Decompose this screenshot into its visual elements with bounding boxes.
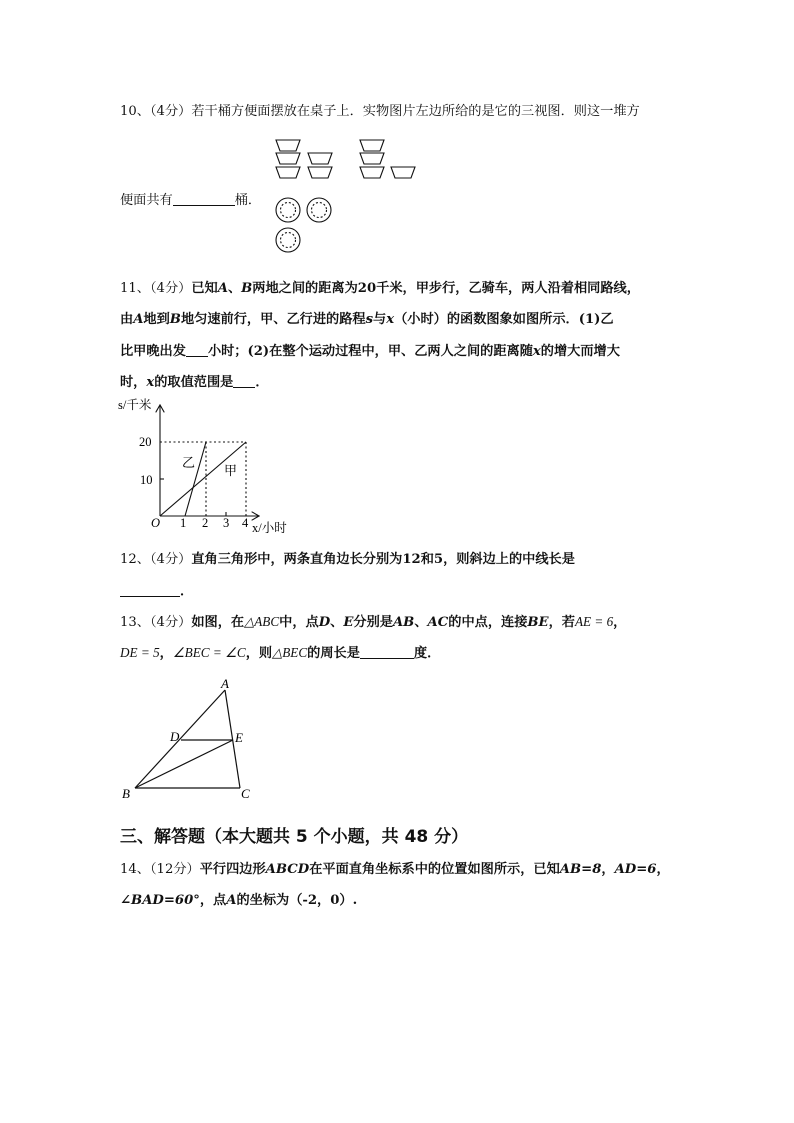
q13-label-b: B	[122, 786, 130, 801]
q11-ytick-label: 10	[140, 473, 153, 487]
q12-text: ，则斜边上的中线长是	[443, 552, 575, 567]
q13-label-c: C	[241, 786, 250, 801]
q13-triangle-bec: △BEC	[272, 645, 308, 660]
q13-point-d: D	[318, 615, 331, 630]
q11-part1-marker: (1)	[578, 312, 601, 327]
q11-line3	[120, 344, 620, 358]
q11-var-a: A	[217, 281, 228, 296]
q11-text: 的取值范围是	[154, 375, 234, 390]
q13-label-a: A	[221, 676, 229, 691]
q14-given-ab: AB=8	[559, 862, 602, 877]
q11-text: 、	[227, 281, 242, 296]
q14-line1	[120, 863, 670, 876]
q11-text: 与	[373, 312, 387, 327]
q10-number: 10、	[120, 104, 150, 119]
q13-side-ab	[135, 690, 225, 788]
q10-three-views	[272, 136, 422, 256]
q13-text: ，	[159, 646, 173, 661]
q11-var-x: x	[532, 344, 541, 359]
q11-text: 两地之间的距离为	[252, 281, 358, 296]
q11-line1	[120, 282, 640, 295]
q11-blank1[interactable]	[186, 344, 208, 357]
q13-number: 13、	[120, 615, 150, 630]
q12-text: ．	[180, 584, 194, 599]
q13-score: （4分）	[149, 615, 192, 630]
q14-text: 的坐标为（-2，0）.	[236, 893, 358, 908]
q13-label-d: D	[170, 729, 180, 744]
q11-xlabel: x/小时	[252, 521, 287, 535]
q13-segment-ab: AB	[392, 615, 415, 630]
q13-text: ，则	[245, 646, 273, 661]
q13-figure	[118, 676, 268, 806]
q11-text: 小时；	[207, 344, 248, 359]
q11-label-yi: 乙	[182, 455, 196, 470]
q13-text: 的周长是	[307, 646, 360, 661]
q10-answer-blank[interactable]	[173, 193, 235, 206]
q11-text: 地匀速前行，甲、乙行进的路程	[180, 312, 366, 327]
q11-text: 由	[120, 312, 134, 327]
q12-number: 12、	[120, 552, 150, 567]
q11-var-x: x	[386, 312, 395, 327]
q11-distance: 20	[357, 281, 377, 296]
q14-text: ，	[601, 862, 615, 877]
q11-text: ．	[255, 375, 269, 390]
q13-answer-blank[interactable]	[360, 646, 414, 659]
q11-xtick-label: 1	[180, 516, 187, 530]
q12-text: 直角三角形中，两条直角边长分别为	[191, 552, 403, 567]
q12-leg-a: 12	[402, 552, 421, 567]
q14-text: ，	[656, 862, 670, 877]
q13-text: 如图，在	[191, 615, 245, 630]
q11-text: 乙	[600, 312, 614, 327]
q13-text: 的中点，连接	[448, 615, 528, 630]
section-3-heading: 三、解答题（本大题共 5 个小题，共 48 分）	[120, 827, 469, 847]
q13-text: ，	[613, 615, 627, 630]
q12-score: （4分）	[149, 552, 192, 567]
q12-text: 和	[420, 552, 434, 567]
q11-text: 的增大而增大	[540, 344, 620, 359]
q11-text: 在整个运动过程中，甲、乙两人之间的距离随	[269, 344, 533, 359]
q11-ytick-label: 20	[139, 435, 152, 449]
q12-answer-blank[interactable]	[120, 584, 180, 597]
q11-text: 地到	[143, 312, 170, 327]
q10-line2	[120, 193, 261, 207]
q11-xtick-label: 4	[242, 516, 249, 530]
q11-graph	[118, 396, 308, 541]
q13-text: 、	[414, 615, 428, 630]
q11-line4	[120, 375, 269, 389]
q11-blank2[interactable]	[233, 375, 255, 388]
q11-text: 已知	[191, 281, 218, 296]
q13-given-angle: ∠BEC = ∠C	[172, 645, 246, 660]
q13-text: 、	[330, 615, 344, 630]
q13-text: 度．	[413, 646, 441, 661]
q10-text1: 若干桶方便面摆放在桌子上．实物图片左边所给的是它的三视图．则这一堆方	[191, 104, 640, 119]
q11-text: 比甲晚出发	[120, 344, 186, 359]
q11-var-x: x	[146, 375, 155, 390]
q14-text: ，点	[199, 893, 227, 908]
q11-label-jia: 甲	[224, 463, 238, 478]
q13-line2	[120, 646, 440, 660]
q11-xtick-label: 3	[223, 516, 230, 530]
q13-segment-be-line	[135, 740, 233, 788]
q10-score: （4分）	[149, 104, 192, 119]
q11-number: 11、	[120, 281, 150, 296]
q10-text3: 桶．	[234, 193, 262, 208]
q14-point-a: A	[226, 893, 237, 908]
q13-text: 分别是	[353, 615, 393, 630]
q11-var-b: B	[241, 281, 253, 296]
q10-line1	[120, 105, 640, 118]
q13-segment-be: BE	[527, 615, 549, 630]
q11-var-s: s	[365, 312, 374, 327]
q13-point-e: E	[343, 615, 354, 630]
q12-line2	[120, 584, 193, 598]
q11-score: （4分）	[149, 281, 192, 296]
q14-given-ad: AD=6	[614, 862, 657, 877]
q14-number: 14、	[120, 862, 150, 877]
q12-line1	[120, 553, 575, 566]
q14-text: 平行四边形	[199, 862, 266, 877]
q11-line2	[120, 313, 614, 326]
q14-given-angle: ∠BAD=60°	[120, 893, 200, 908]
q11-text: （小时）的函数图象如图所示．	[394, 312, 579, 327]
q13-label-e: E	[235, 730, 243, 745]
q13-segment-ac: AC	[427, 615, 449, 630]
q13-line1	[120, 615, 626, 629]
q12-leg-b: 5	[433, 552, 444, 567]
q13-given-ae: AE = 6	[574, 614, 614, 629]
q11-part2-marker: (2)	[247, 344, 270, 359]
q11-xtick-label: 2	[202, 516, 209, 530]
q11-text: 时，	[120, 375, 147, 390]
q14-line2	[120, 894, 357, 907]
q14-text: 在平面直角坐标系中的位置如图所示，已知	[309, 862, 560, 877]
q13-text: 中，点	[279, 615, 319, 630]
q11-text: 千米，甲步行，乙骑车，两人沿着相同路线，	[376, 281, 640, 296]
q11-ylabel: s/千米	[118, 398, 152, 412]
q14-score: （12分）	[149, 862, 200, 877]
q11-origin: O	[151, 516, 161, 530]
q10-text2: 便面共有	[120, 193, 173, 208]
q11-var-a: A	[133, 312, 144, 327]
q13-given-de: DE = 5	[120, 645, 160, 660]
q13-text: ，若	[548, 615, 575, 630]
q11-var-b: B	[169, 312, 181, 327]
q13-triangle-abc: △ABC	[244, 614, 280, 629]
q14-parallelogram: ABCD	[265, 862, 310, 877]
